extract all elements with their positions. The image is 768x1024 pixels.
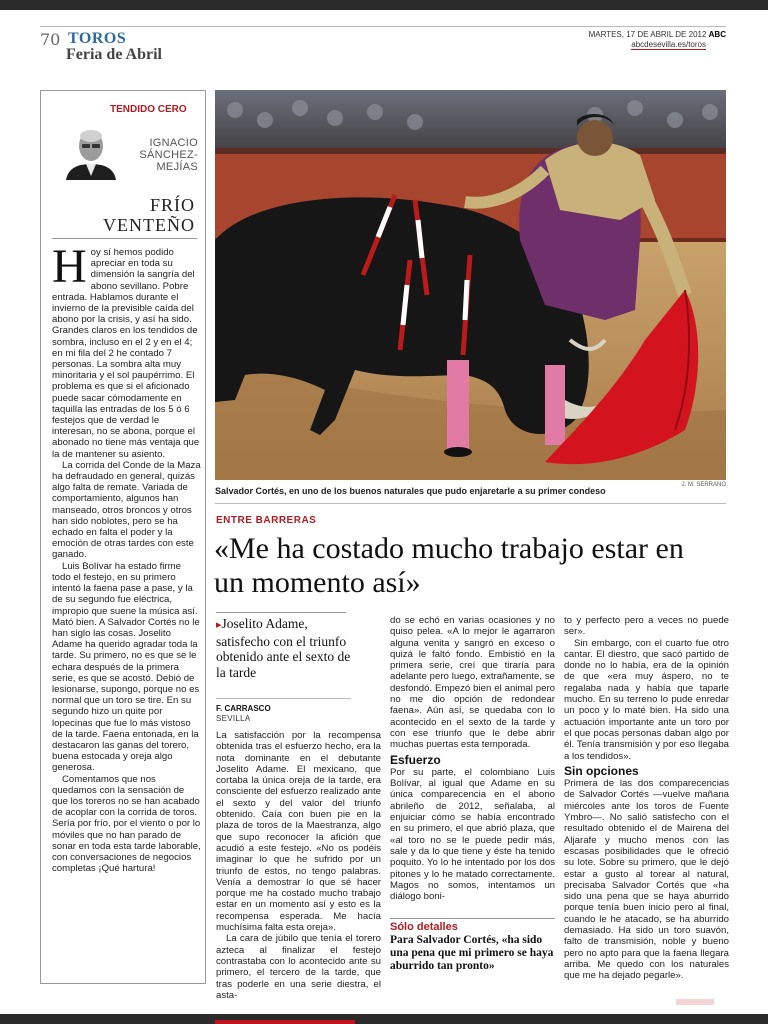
column-text (52, 247, 202, 977)
column-paragraph: Comentamos que nos quedamos con la sensación de que los toreros no se han acabado de acoplar con la corrida de toros. Sería por frío, por el viento o por lo móviles que no han parado de sonar en toda esta tarde laborable, con conversaciones de negocios completas ¡Qué hartura! (52, 773, 201, 875)
author-photo (58, 124, 124, 180)
column-paragraph: Luis Bolívar ha estado firme todo el festejo, en su primero intentó la faena pase a pase, y la de su segundo fue eléctrica, impropio que suene la música así. Mató bien. A Salvador Cortés no le han siglo las cosas. Joselito Adame ha querido agradar toda la tarde. Su primero, no es que se le echara después de la primera serie, es que se acostó. Debió de lesionarse, supongo, porque no es normal que un toro se tire. En su segundo hizo un quite por lopecinas que fue lo más vistoso de la tarde. Faena entonada, en la destacaron las ganas del torero, buena estocada y oreja algo generosa. (52, 560, 200, 774)
article-paragraph: do se echó en varias ocasiones y no quiso pelea. «A lo mejor le agarraron alguna venita y sangró en exceso o quizá le faltó fondo. Embistió en la primera serie, creí que tiraría para adelante pero luego, extrañamente, se desfondó. Empezó bien el animal pero no me dio opción de redondear faena». Aún así, se quedaba con lo acontecido en el sexto de la tarde y con ese triunfo que le debe abrir muchas puertas esta temporada. (390, 615, 555, 751)
byline-rule (216, 698, 351, 699)
article-paragraph: Por su parte, el colombiano Luis Bolívar, al igual que Adame en su única comparecencia en el abono abrileño de 2012, señalaba, al enjuiciar cómo se había encontrado en su primero, el que abrió plaza, que «al toro no se le puede pedir más, sale y da lo que tiene y éste ha tenido poquito. Yo lo he intentado por los dos pitones y lo he matado correctamente. Magos no somos, intentamos un diálogo boni- (390, 766, 555, 903)
section-url[interactable]: abcdesevilla.es/toros (631, 40, 706, 49)
bottom-red-accent (215, 1020, 355, 1024)
article-paragraph: La satisfacción por la recompensa obtenida tras el esfuerzo hecho, era la nota dominante en el debutante Joselito Adame. El mexicano, que cortaba la única oreja de la tarde, era consciente del esfuerzo realizado ante el sexto y del valor del triunfo obtenido. Caía con buen pie en la plaza de toros de la Maestranza, algo que supo reconocer la afición que acudió a este festejo. «No os podéis imaginar lo que he sufrido por un triunfo de estos, no tengo palabras. Venía a demostrar lo que sé hacer porque me ha costado mucho trabajo estar en un momento así y esto es la recompensa esperada. Me hacía muchísima falta esta oreja». (216, 730, 381, 934)
article-paragraph: La cara de júbilo que tenía el torero azteca al finalizar el festejo contrastaba con lo acontecido ante su primero, el tercero de la tarde, que tras poderle en una serie diestra, el asta- (216, 933, 381, 1001)
end-mark (676, 999, 714, 1005)
section-title: TOROS (68, 30, 127, 47)
header-rule (40, 26, 726, 27)
photo-caption: Salvador Cortés, en uno de los buenos naturales que pudo enjaretarle a su primer condeso (215, 486, 606, 496)
dropcap: H (52, 247, 87, 293)
column-rule (52, 238, 197, 239)
article-column-3 (564, 615, 729, 1015)
column-paragraph (52, 247, 202, 460)
photo-rule (215, 503, 726, 504)
subhead-text: Joselito Adame, satisfecho con el triunfo obtenido ante el sexto de la tarde (216, 616, 351, 680)
subsection-title: Feria de Abril (66, 46, 162, 63)
subhead-rule (216, 612, 346, 613)
column-paragraph: La corrida del Conde de la Maza ha defraudado en general, quizás algo falta de remate. Variada de comportamiento, algunos han manseado, otros broncos y otros han sido noblotes, pero se ha echado en falta el poder y la emoción de otras tardes con este ganado. (52, 459, 201, 561)
article-subhead (216, 616, 356, 680)
article-kicker: ENTRE BARRERAS (216, 515, 317, 526)
pullquote-rule (390, 918, 555, 919)
pullquote-text: Para Salvador Cortés, «ha sido una pena que mi primero se haya aburrido tan pronto» (390, 934, 554, 972)
column-name: TENDIDO CERO (110, 104, 187, 115)
article-headline: «Me ha costado mucho trabajo estar en un momento así» (214, 532, 684, 599)
author-name: IGNACIO SÁNCHEZ-MEJÍAS (139, 137, 198, 173)
pullquote-title: Sólo detalles (390, 921, 458, 933)
page-number: 70 (40, 30, 61, 49)
article-paragraph: to y perfecto pero a veces no puede ser». (564, 615, 729, 638)
section-heading-esfuerzo: Esfuerzo (390, 752, 441, 767)
byline: F. CARRASCO (216, 704, 271, 713)
article-column-1 (216, 730, 381, 1014)
top-bar (0, 0, 768, 10)
byline-location: SEVILLA (216, 714, 251, 723)
triangle-icon: ▸ (216, 619, 222, 631)
issue-date (589, 30, 726, 39)
article-paragraph: Sin embargo, con el cuarto fue otro cantar. El diestro, que sacó partido de donde no lo había, era de la opinión de que «era muy áspero, no te regalaba nada y había que taparle mucho. En su terreno lo pude enredar un poco y lo maté bien. Ha sido una actuación importante ante un toro por el que pocas personas daban algo por él. Tenía transmisión y por eso llegaba a los tendidos». (564, 637, 729, 762)
bullfight-photo (215, 90, 726, 480)
section-heading-opciones: Sin opciones (564, 763, 639, 778)
paper-name: ABC (708, 30, 726, 39)
bottom-bar (0, 1014, 768, 1024)
article-paragraph: Primera de las dos comparecencias de Salvador Cortés —vuelve mañana miércoles ante los toros de Fuente Ymbro—. No salió satisfecho con el resultado obtenido el de Mairena del Aljarafe y mucho menos con las escasas posibilidades que le ofreció su lote. Sobre su primero, que le dejó estar a gusto al torear al natural, precisaba Salvador Cortés que «ha sido una pena que se haya aburrido porque tenía buen inicio pero al final, cuando le he atacado, se ha aburrido demasiado. Ha sido un toro suavón, falto de transmisión, noble y bueno pero no apto para que la faena llegara arriba. Me quedo con los naturales que me ha dejado pegarle». (564, 778, 729, 982)
article-column-2 (390, 615, 555, 915)
photo-credit: J. M. SERRANO (681, 482, 726, 488)
column-paragraph-text: oy sí hemos podido apreciar en toda su dimensión la sangría del abono sevillano. Pobre entrada. Hablamos durante el invierno de la previsible caída del abono por la crisis, y así ha sido. Grandes claros en los tendidos de sombra, incluso en el 2 y en el 4; en mi fila del 2 he contado 7 personas. La sombra alta muy minoritaria y el sol paupérrimo. El problema es que si el aficionado puede sacar cómodamente en taquilla las entradas de los 5 ó 6 festejos que de verdad le interesan, no se abona, porque el abonado no tiene más ventaja que la de mantener su asiento. (52, 247, 200, 460)
date-text: MARTES, 17 DE ABRIL DE 2012 (588, 30, 707, 39)
column-title: FRÍO VENTEÑO (103, 195, 195, 235)
